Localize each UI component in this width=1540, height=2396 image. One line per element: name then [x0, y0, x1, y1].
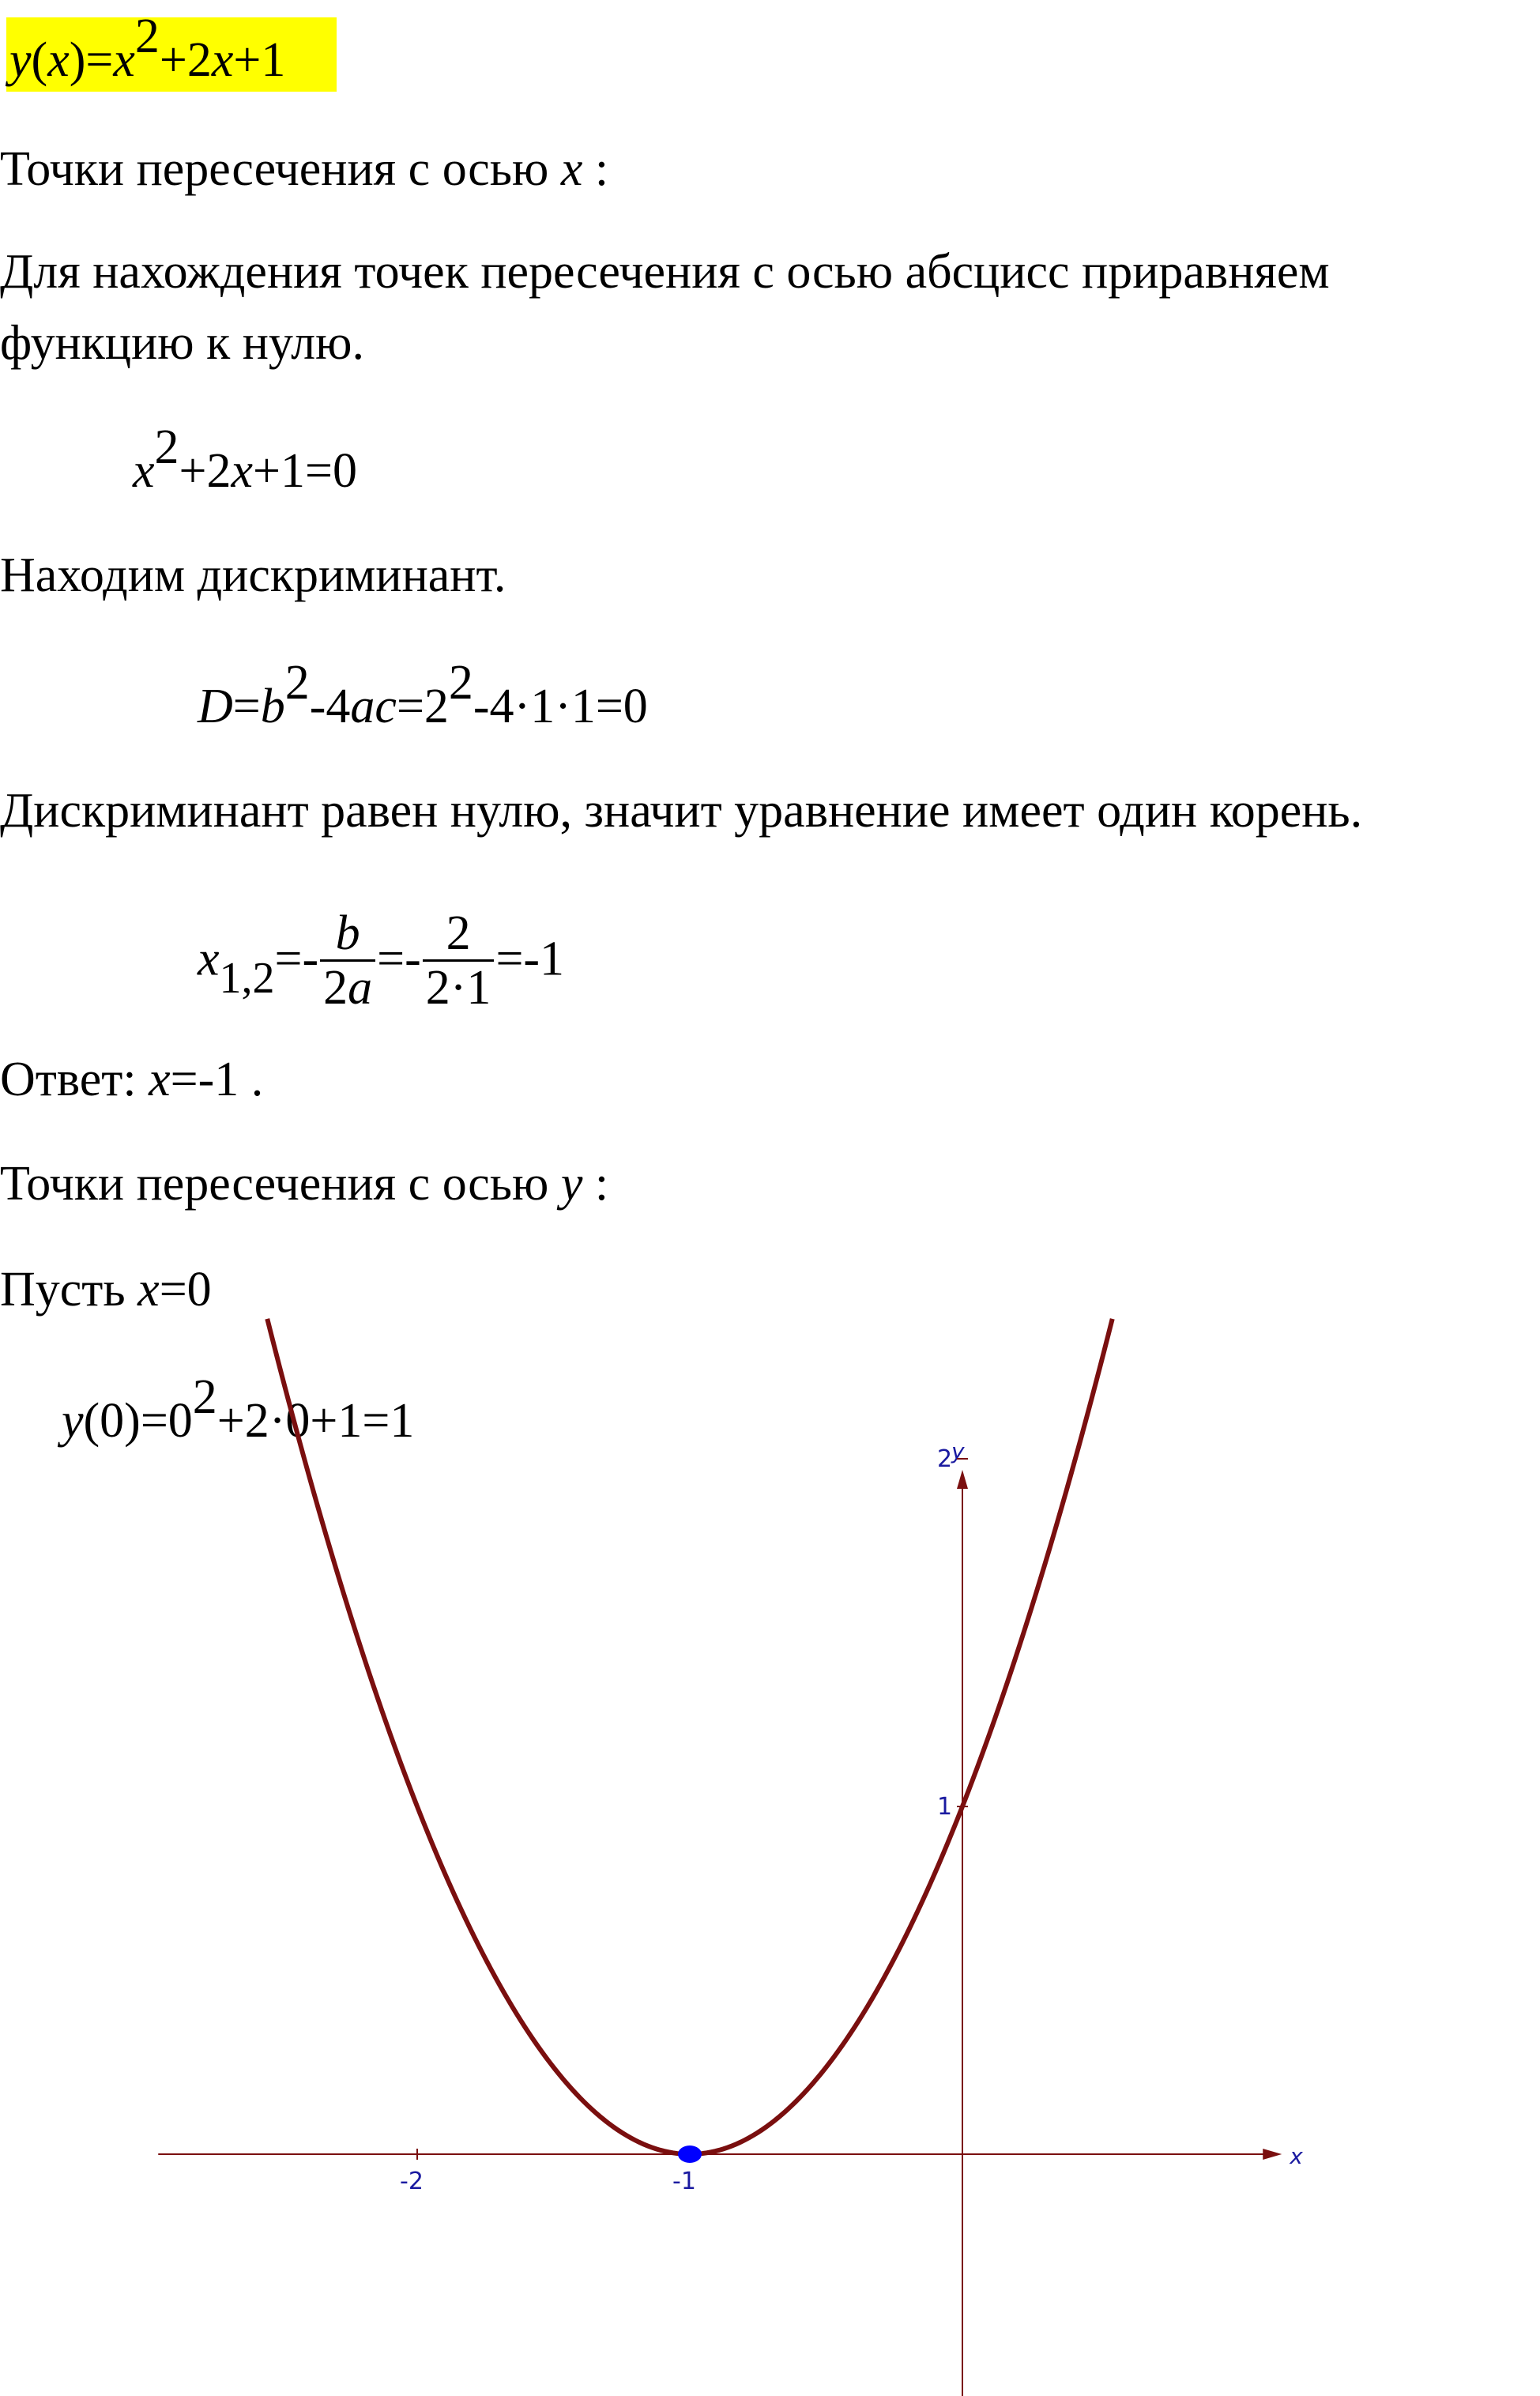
let-text: Пусть — [0, 1263, 138, 1317]
d-pow2: 2 — [448, 656, 473, 710]
eqz-x: x — [133, 444, 155, 498]
fn-rest: +2 — [159, 33, 212, 87]
d-tail: -4·1·1=0 — [473, 680, 648, 733]
x-tick-label: -1 — [672, 2168, 696, 2195]
fn-x: x — [47, 33, 70, 87]
d-pow: 2 — [284, 656, 310, 710]
fn-y: y — [9, 33, 32, 87]
frac1-den-a: 2 — [323, 961, 348, 1015]
root-x: x — [198, 932, 220, 986]
graph-layer — [158, 1319, 1303, 2396]
fraction-b-2a — [320, 907, 375, 1014]
heading-x-var: x — [560, 142, 583, 196]
let-value: =0 — [159, 1263, 212, 1317]
fraction-2-2x1 — [423, 907, 495, 1014]
d-ac: ac — [350, 680, 397, 733]
fn-x2: x — [113, 33, 135, 87]
d-eq: = — [232, 680, 261, 733]
fn-pow: 2 — [134, 9, 160, 63]
d-D: D — [198, 680, 233, 733]
let-x: x — [137, 1263, 160, 1317]
d-b: b — [260, 680, 285, 733]
heading-y-text: Точки пересечения с осью — [0, 1157, 561, 1211]
x-tick-label: -2 — [400, 2168, 424, 2195]
eqz-tail: +1=0 — [253, 444, 357, 498]
fn-eq: = — [85, 33, 114, 87]
root-sub: 1,2 — [219, 953, 275, 1003]
para1-line1: Для нахождения точек пересечения с осью абсцисс приравняем — [0, 245, 1330, 299]
root-eq: =- — [274, 932, 319, 986]
y-tick-label: 2 — [937, 1445, 953, 1473]
heading-x-intersection — [0, 141, 608, 198]
frac1-den-b: a — [348, 961, 373, 1015]
fn-x3: x — [211, 33, 234, 87]
eqz-mid: +2 — [179, 444, 232, 498]
frac2-num: 2 — [423, 907, 495, 962]
equation-zero — [133, 420, 357, 499]
vertex-point — [678, 2145, 702, 2163]
heading-y-tail: : — [582, 1157, 609, 1211]
answer-x: x — [149, 1053, 171, 1106]
eqz-pow: 2 — [154, 420, 179, 474]
fn-lp: ( — [31, 33, 48, 87]
y-axis-label: y — [951, 1438, 965, 1464]
fn-rp: ) — [69, 33, 86, 87]
d-eq2: =2 — [396, 680, 449, 733]
y0-y: y — [62, 1394, 84, 1448]
heading-y-intersection — [0, 1155, 608, 1212]
y-tick-label: 1 — [937, 1793, 953, 1821]
y0-arg: (0)=0 — [83, 1394, 193, 1448]
heading-y-var: y — [560, 1157, 583, 1211]
root-eq2: =- — [377, 932, 421, 986]
discriminant-formula — [198, 656, 648, 735]
frac1-num: b — [320, 907, 375, 962]
d-m: -4 — [309, 680, 351, 733]
eqz-x2: x — [231, 444, 254, 498]
y-axis-arrow — [957, 1470, 968, 1489]
discriminant-intro: Находим дискриминант. — [0, 548, 506, 602]
function-definition — [9, 9, 286, 89]
root-tail: =-1 — [495, 932, 565, 986]
fn-plus1: +1 — [233, 33, 286, 87]
para1-line2: функцию к нулю. — [0, 316, 364, 370]
y0-pow: 2 — [192, 1370, 217, 1424]
y0-tail: +2·0+1=1 — [217, 1394, 415, 1448]
discriminant-zero: Дискриминант равен нулю, значит уравнение имеет один корень. — [0, 784, 1363, 838]
x-axis-arrow — [1263, 2149, 1282, 2160]
y-at-zero — [62, 1370, 415, 1449]
heading-x-tail: : — [582, 142, 609, 196]
x-axis-label: x — [1290, 2143, 1303, 2169]
root-formula — [198, 906, 565, 1017]
frac1-den — [320, 962, 375, 1014]
answer-line — [0, 1051, 263, 1108]
let-x-zero — [0, 1261, 212, 1318]
heading-x-text: Точки пересечения с осью — [0, 142, 561, 196]
frac2-den: 2·1 — [425, 961, 491, 1015]
answer-label: Ответ: — [0, 1053, 149, 1106]
answer-value: =-1 . — [170, 1053, 264, 1106]
